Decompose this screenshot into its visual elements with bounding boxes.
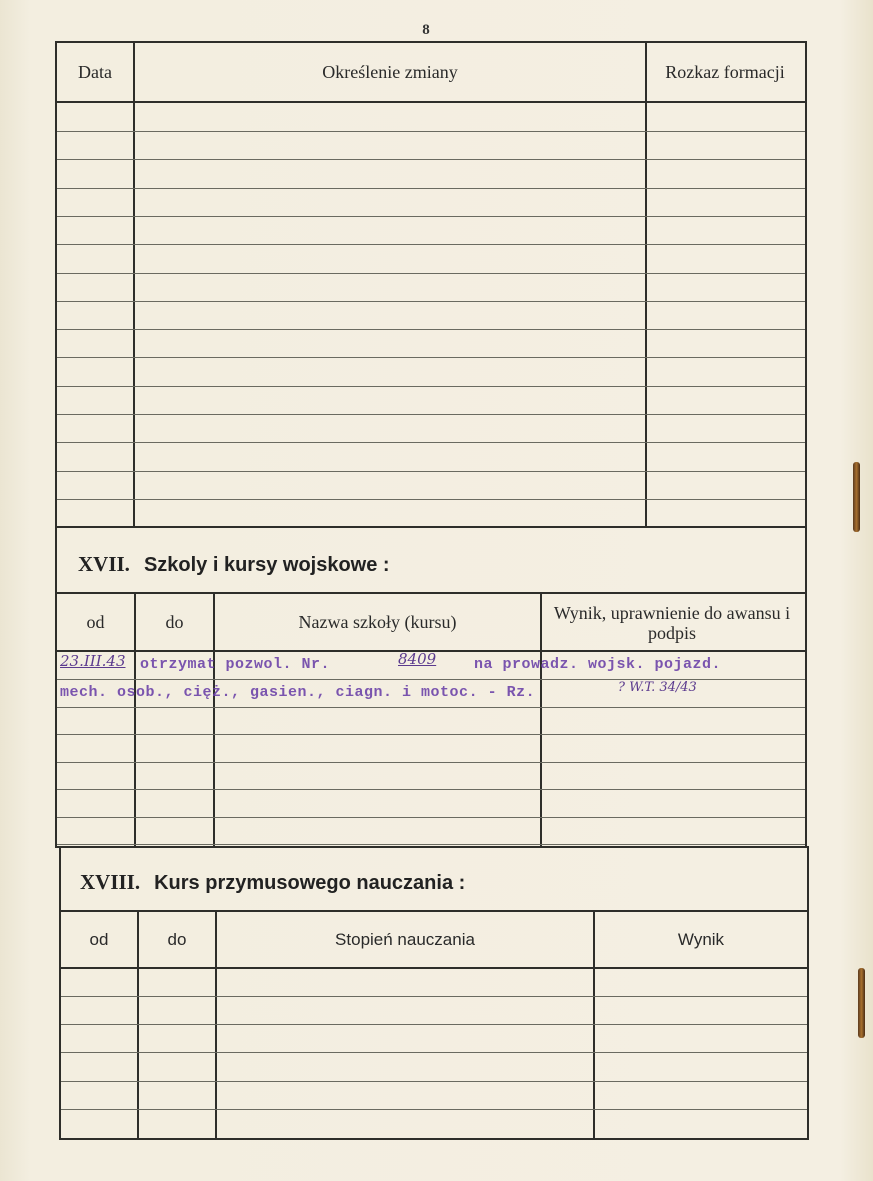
xviii-header-result: Wynik bbox=[677, 929, 725, 949]
section-xviii-number: XVIII. bbox=[80, 870, 141, 894]
xvii-row-rule bbox=[57, 817, 805, 818]
header-formation-order: Rozkaz formacji bbox=[665, 62, 785, 82]
xvii-row-rule bbox=[57, 844, 805, 845]
xviii-row-rule bbox=[61, 996, 807, 997]
changes-row-rule bbox=[57, 471, 805, 472]
permit-number: 8409 bbox=[398, 650, 437, 668]
order-reference: ? W.T. 34/43 bbox=[618, 680, 697, 695]
section-xviii-label: Kurs przymusowego nauczania : bbox=[154, 872, 466, 894]
xvii-row-rule bbox=[57, 734, 805, 735]
changes-row-rule bbox=[57, 357, 805, 358]
changes-row-rule bbox=[57, 159, 805, 160]
section-xviii-title bbox=[80, 870, 465, 895]
changes-col-divider-1 bbox=[133, 41, 135, 528]
header-change-description: Określenie zmiany bbox=[322, 62, 458, 82]
xvii-header-from: od bbox=[86, 612, 105, 632]
changes-row-rule bbox=[57, 414, 805, 415]
xviii-header-divider bbox=[61, 967, 807, 969]
changes-row-rule bbox=[57, 301, 805, 302]
xviii-row-rule bbox=[61, 1052, 807, 1053]
stamp-line-1: otrzymat pozwol. Nr. bbox=[140, 656, 331, 673]
xvii-row-rule bbox=[57, 789, 805, 790]
stamp-line-1b: na prowadz. wojsk. pojazd. bbox=[474, 656, 722, 673]
changes-col-divider-2 bbox=[645, 41, 647, 528]
entry-date: 23.III.43 bbox=[60, 652, 126, 670]
header-date: Data bbox=[78, 62, 112, 82]
staple-upper bbox=[853, 462, 860, 532]
section-xvii-number: XVII. bbox=[78, 552, 130, 576]
page-number: 8 bbox=[422, 22, 430, 38]
stamp-line-2: mech. osob., cięż., gasien., ciagn. i motoc. - Rz. bbox=[60, 684, 536, 701]
xvii-header-school-name: Nazwa szkoły (kursu) bbox=[298, 612, 457, 632]
xviii-header-from: od bbox=[89, 929, 109, 949]
xvii-row-rule bbox=[57, 762, 805, 763]
xvii-header-to: do bbox=[165, 612, 184, 632]
xviii-header-level: Stopień nauczania bbox=[335, 929, 475, 949]
section-xvii-title bbox=[78, 552, 390, 577]
xviii-row-rule bbox=[61, 1024, 807, 1025]
xviii-header-to: do bbox=[167, 929, 187, 949]
staple-lower bbox=[858, 968, 865, 1038]
changes-row-rule bbox=[57, 386, 805, 387]
changes-row-rule bbox=[57, 499, 805, 500]
changes-row-rule bbox=[57, 273, 805, 274]
xvii-col-3 bbox=[540, 593, 542, 847]
xviii-row-rule bbox=[61, 1081, 807, 1082]
changes-row-rule bbox=[57, 188, 805, 189]
changes-header-divider bbox=[55, 101, 807, 103]
section-xvii-label: Szkoly i kursy wojskowe : bbox=[143, 554, 390, 576]
changes-row-rule bbox=[57, 442, 805, 443]
changes-row-rule bbox=[57, 131, 805, 132]
changes-table bbox=[55, 41, 807, 528]
xvii-header-result: Wynik, uprawnienie do awansu i podpis bbox=[553, 603, 791, 643]
changes-row-rule bbox=[57, 244, 805, 245]
xvii-row-rule bbox=[57, 707, 805, 708]
changes-row-rule bbox=[57, 329, 805, 330]
xviii-row-rule bbox=[61, 1109, 807, 1110]
changes-row-rule bbox=[57, 216, 805, 217]
